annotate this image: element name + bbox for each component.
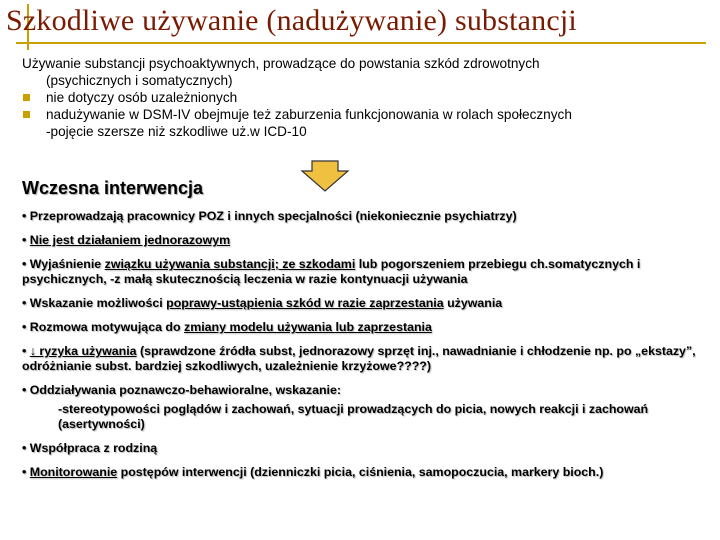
slide-title: Szkodliwe używanie (nadużywanie) substancji bbox=[6, 4, 577, 37]
item-suffix: używania bbox=[443, 296, 503, 310]
item-suffix: (sprawdzone źródła subst, jednorazowy sprzęt inj., nawadnianie i chłodzenie np. po „ekstazy”, odróżnianie subst. bardziej szkodliwych, uzależnienie krzyżowe????) bbox=[22, 344, 696, 373]
down-arrow-icon bbox=[300, 160, 350, 192]
item-underlined-text: zmiany modelu używania lub zaprzestania bbox=[184, 320, 432, 334]
item-text: -stereotypowości poglądów i zachowań, sytuacji prowadzących do picia, nowych reakcji i zachowań (asertywności) bbox=[58, 402, 649, 431]
list-item bbox=[22, 320, 708, 335]
list-item bbox=[22, 383, 708, 398]
intro-line-1: Używanie substancji psychoaktywnych, prowadzące do powstania szkód zdrowotnych bbox=[22, 56, 540, 71]
item-text: • Przeprowadzają pracownicy POZ i innych specjalności (niekoniecznie psychiatrzy) bbox=[22, 209, 517, 223]
list-item bbox=[22, 441, 708, 456]
square-bullet-icon bbox=[23, 94, 30, 101]
intro-bullet-text: nadużywanie w DSM-IV obejmuje też zaburzenia funkcjonowania w rolach społecznych bbox=[46, 107, 572, 122]
item-underlined-text: związku używania substancji; ze szkodami bbox=[104, 257, 356, 271]
list-item bbox=[22, 233, 708, 248]
intro-bullet-text-cont: -pojęcie szersze niż szkodliwe uż.w ICD-10 bbox=[46, 124, 307, 139]
item-underlined-text: ↓ ryzyka używania bbox=[29, 344, 137, 358]
item-text: • Współpraca z rodziną bbox=[22, 441, 158, 455]
intro-block bbox=[22, 55, 712, 140]
item-prefix: • Rozmowa motywująca do bbox=[22, 320, 184, 334]
list-item bbox=[22, 257, 708, 287]
item-prefix: • bbox=[22, 233, 30, 247]
item-prefix: • bbox=[22, 465, 30, 479]
title-underline bbox=[16, 42, 706, 44]
list-item bbox=[22, 209, 708, 224]
list-item-sub bbox=[22, 402, 708, 432]
intro-bullet bbox=[22, 89, 712, 106]
section-heading: Wczesna interwencja bbox=[22, 178, 204, 198]
intro-line-2: (psychicznych i somatycznych) bbox=[46, 73, 233, 88]
list-item bbox=[22, 344, 708, 374]
intro-bullet bbox=[22, 106, 712, 140]
item-underlined-text: Monitorowanie bbox=[29, 465, 118, 479]
square-bullet-icon bbox=[23, 111, 30, 118]
item-text: • Oddziaływania poznawczo-behawioralne, wskazanie: bbox=[22, 383, 341, 397]
item-suffix: lub pogorszeniem przebiegu ch.somatycznych i psychicznych, -z małą skutecznością leczenia w razie kontynuacji używania bbox=[22, 257, 641, 286]
item-prefix: • Wyjaśnienie bbox=[22, 257, 105, 271]
item-underlined-text: poprawy-ustąpienia szkód w razie zaprzestania bbox=[166, 296, 444, 310]
intervention-list bbox=[22, 209, 708, 489]
item-suffix: postępów interwencji (dzienniczki picia, ciśnienia, samopoczucia, markery bioch.) bbox=[117, 465, 604, 479]
list-item bbox=[22, 296, 708, 311]
list-item bbox=[22, 465, 708, 480]
item-prefix: • Wskazanie możliwości bbox=[22, 296, 167, 310]
item-underlined-text: Nie jest działaniem jednorazowym bbox=[29, 233, 231, 247]
item-prefix: • bbox=[22, 344, 30, 358]
intro-bullet-text: nie dotyczy osób uzależnionych bbox=[46, 90, 238, 105]
